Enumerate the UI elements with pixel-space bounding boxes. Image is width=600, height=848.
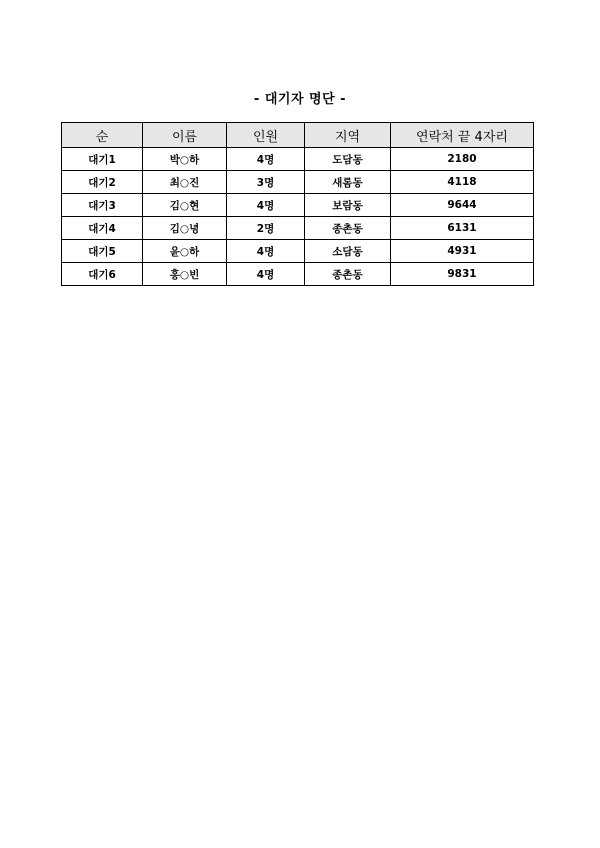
- cell-order: 대기6: [62, 263, 143, 286]
- cell-name: 김○현: [143, 194, 227, 217]
- cell-region: 보람동: [305, 194, 391, 217]
- cell-region: 도담동: [305, 148, 391, 171]
- cell-party-size: 4명: [227, 148, 305, 171]
- cell-party-size: 2명: [227, 217, 305, 240]
- cell-phone-last4: 6131: [391, 217, 534, 240]
- cell-phone-last4: 9831: [391, 263, 534, 286]
- cell-party-size: 4명: [227, 263, 305, 286]
- cell-party-size: 4명: [227, 194, 305, 217]
- header-region: 지역: [305, 123, 391, 148]
- table-row: [62, 263, 534, 286]
- cell-name: 박○하: [143, 148, 227, 171]
- table-row: [62, 217, 534, 240]
- table-row: [62, 148, 534, 171]
- cell-region: 새롬동: [305, 171, 391, 194]
- header-name: 이름: [143, 123, 227, 148]
- cell-region: 소담동: [305, 240, 391, 263]
- cell-party-size: 3명: [227, 171, 305, 194]
- cell-order: 대기1: [62, 148, 143, 171]
- header-phone-last4: 연락처 끝 4자리: [391, 123, 534, 148]
- table-row: [62, 171, 534, 194]
- cell-order: 대기5: [62, 240, 143, 263]
- table-header-row: [62, 123, 534, 148]
- cell-order: 대기4: [62, 217, 143, 240]
- cell-name: 김○녕: [143, 217, 227, 240]
- cell-region: 종촌동: [305, 263, 391, 286]
- table-row: [62, 240, 534, 263]
- cell-phone-last4: 9644: [391, 194, 534, 217]
- header-order: 순: [62, 123, 143, 148]
- cell-phone-last4: 4118: [391, 171, 534, 194]
- waitlist-table: [61, 122, 534, 286]
- cell-name: 홍○빈: [143, 263, 227, 286]
- cell-order: 대기3: [62, 194, 143, 217]
- cell-name: 윤○하: [143, 240, 227, 263]
- cell-phone-last4: 2180: [391, 148, 534, 171]
- table-row: [62, 194, 534, 217]
- cell-name: 최○진: [143, 171, 227, 194]
- cell-phone-last4: 4931: [391, 240, 534, 263]
- page-title: - 대기자 명단 -: [253, 92, 347, 107]
- cell-region: 종촌동: [305, 217, 391, 240]
- cell-order: 대기2: [62, 171, 143, 194]
- header-party-size: 인원: [227, 123, 305, 148]
- cell-party-size: 4명: [227, 240, 305, 263]
